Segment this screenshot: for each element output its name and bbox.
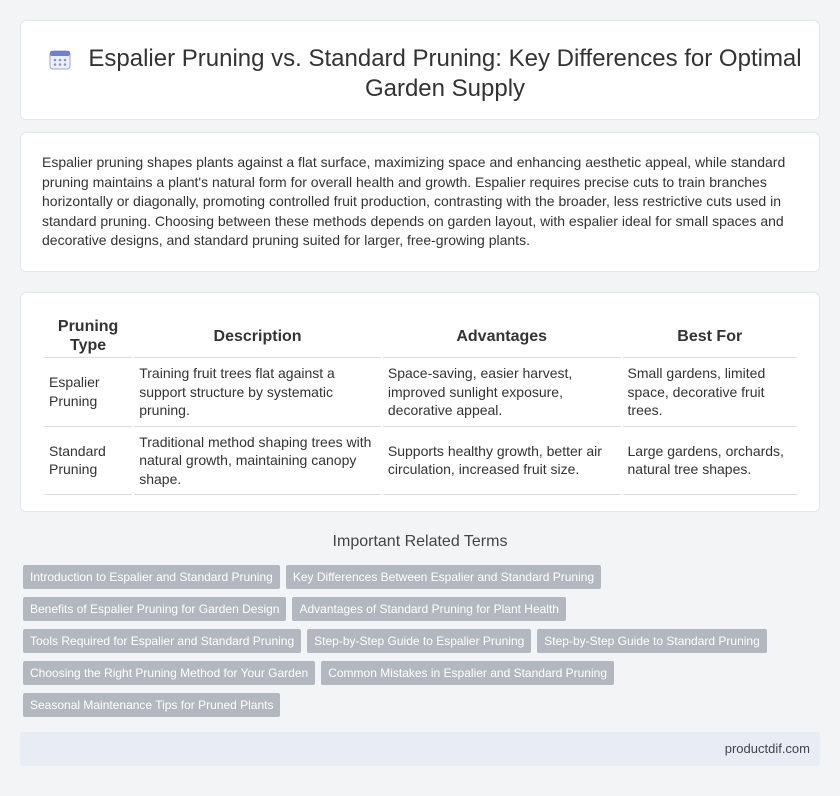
intro-paragraph: Espalier pruning shapes plants against a flat surface, maximizing space and enhancing aesthetic appeal, while standard pruning maintains a plant's natural form for overall health and growth. Espalier requires precise cuts to train branches horizontally or diagonally, promoting controlled fruit production, contrasting with the broader, less restrictive cuts used in standard pruning. Choosing between these methods depends on garden layout, with espalier ideal for small spaces and decorative designs, and standard pruning suited for larger, free-growing plants.: [42, 154, 786, 248]
table-cell: Large gardens, orchards, natural tree shapes.: [623, 427, 797, 496]
page-title: Espalier Pruning vs. Standard Pruning: Key Differences for Optimal Garden Supply: [88, 45, 802, 102]
header-card: [20, 20, 820, 120]
related-terms-title: Important Related Terms: [332, 533, 508, 550]
footer-bar: [20, 732, 820, 766]
table-cell: Space-saving, easier harvest, improved sunlight exposure, decorative appeal.: [383, 358, 621, 427]
header-pruning-type: Pruning Type: [44, 315, 132, 358]
table-cell: Supports healthy growth, better air circulation, increased fruit size.: [383, 427, 621, 496]
table-cell: Espalier Pruning: [44, 358, 132, 427]
related-term-tag[interactable]: Step-by-Step Guide to Standard Pruning: [537, 629, 766, 653]
table-row: [44, 427, 797, 496]
header-description: Description: [134, 315, 381, 358]
header-best-for: Best For: [623, 315, 797, 358]
related-term-tag[interactable]: Common Mistakes in Espalier and Standard Pruning: [321, 661, 614, 685]
related-term-tag[interactable]: Step-by-Step Guide to Espalier Pruning: [307, 629, 531, 653]
intro-card: [20, 132, 820, 272]
table-cell: Standard Pruning: [44, 427, 132, 496]
related-term-tag[interactable]: Benefits of Espalier Pruning for Garden Design: [23, 597, 286, 621]
related-term-tag[interactable]: Seasonal Maintenance Tips for Pruned Plants: [23, 693, 280, 717]
comparison-table: [42, 315, 799, 495]
related-term-tag[interactable]: Advantages of Standard Pruning for Plant Health: [292, 597, 566, 621]
related-term-tag[interactable]: Tools Required for Espalier and Standard Pruning: [23, 629, 301, 653]
related-term-tag[interactable]: Choosing the Right Pruning Method for Your Garden: [23, 661, 315, 685]
related-terms-tags: [23, 565, 813, 717]
table-cell: Training fruit trees flat against a support structure by systematic pruning.: [134, 358, 381, 427]
header-advantages: Advantages: [383, 315, 621, 358]
table-header-row: [44, 315, 797, 358]
related-term-tag[interactable]: Key Differences Between Espalier and Standard Pruning: [286, 565, 601, 589]
footer-site-name[interactable]: productdif.com: [724, 741, 810, 756]
table-cell: Traditional method shaping trees with natural growth, maintaining canopy shape.: [134, 427, 381, 496]
comparison-table-card: [20, 292, 820, 512]
related-term-tag[interactable]: Introduction to Espalier and Standard Pruning: [23, 565, 280, 589]
table-cell: Small gardens, limited space, decorative fruit trees.: [623, 358, 797, 427]
table-row: [44, 358, 797, 427]
calendar-icon: [49, 48, 71, 70]
